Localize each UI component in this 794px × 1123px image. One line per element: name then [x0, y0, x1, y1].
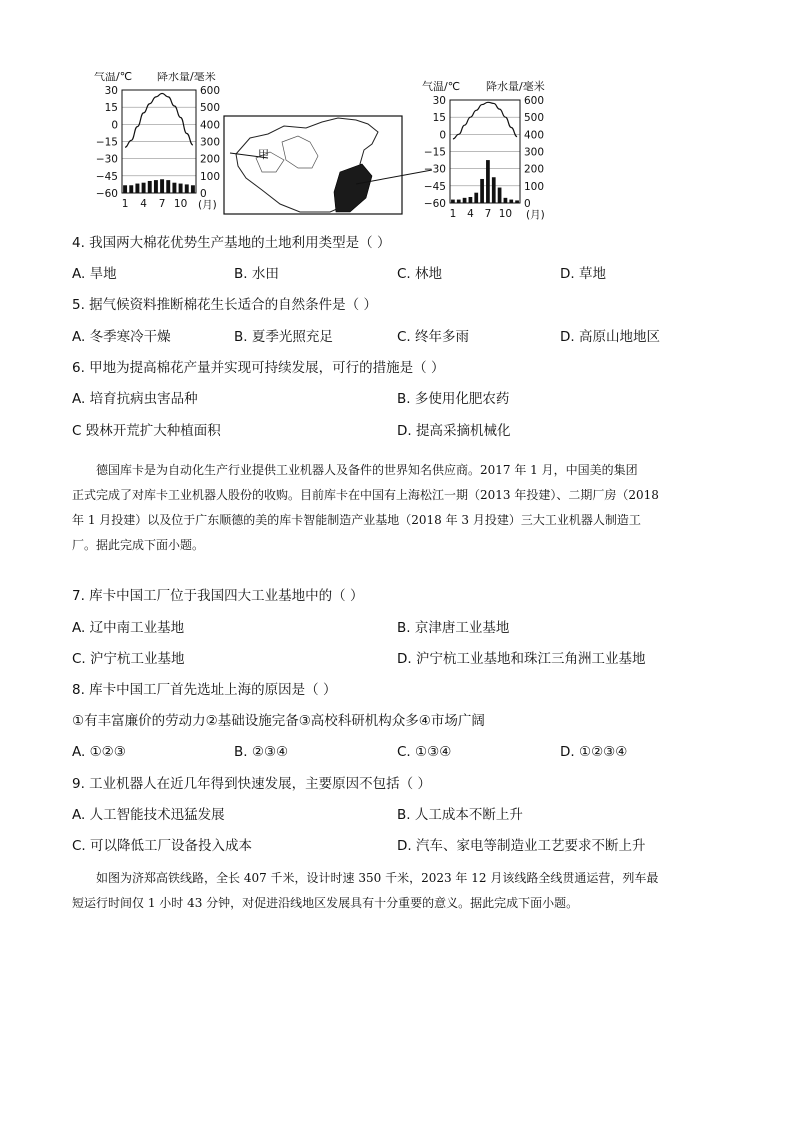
rc-precip-bar	[486, 160, 490, 203]
q9-option-d[interactable]: D. 汽车、家电等制造业工艺要求不断上升	[397, 838, 646, 854]
right-temp-title: 气温/℃	[422, 80, 461, 93]
rc-precip-bar	[457, 200, 461, 203]
lc-temp-tick: −30	[95, 153, 118, 166]
passage-line: 德国库卡是为自动化生产行业提供工业机器人及备件的世界知名供应商。2017 年 1 月，中国美的集团	[96, 463, 638, 477]
lc-precip-bar	[135, 184, 139, 193]
lc-temp-tick: −15	[95, 136, 118, 149]
rc-precip-bar	[474, 193, 478, 203]
q7-option-d[interactable]: D. 沪宁杭工业基地和珠江三角洲工业基地	[397, 651, 646, 667]
q7-stem: 7. 库卡中国工厂位于我国四大工业基地中的（ ）	[72, 588, 364, 604]
left-temp-title: 气温/℃	[94, 72, 133, 83]
climate-map-figure	[0, 72, 794, 222]
passage-line: 如图为济郑高铁线路，全长 407 千米，设计时速 350 千米，2023 年 12 月该线路全线贯通运营，列车最	[96, 871, 659, 885]
q5-option-a[interactable]: A. 冬季寒冷干燥	[72, 329, 171, 345]
lc-temp-tick: 0	[111, 119, 118, 132]
passage-line: 正式完成了对库卡工业机器人股份的收购。目前库卡在中国有上海松江一期（2013 年投建）、二期厂房（2018	[72, 488, 659, 502]
rc-precip-tick: 500	[524, 112, 545, 125]
lc-month-tick: 4	[140, 198, 147, 210]
rc-precip-bar	[451, 200, 455, 203]
lc-precip-tick: 600	[200, 85, 221, 97]
lc-precip-bar	[185, 184, 189, 193]
q9-stem: 9. 工业机器人在近几年得到快速发展，主要原因不包括（ ）	[72, 776, 431, 792]
lc-precip-bar	[129, 185, 133, 193]
passage-kuka	[72, 458, 722, 558]
q4-stem: 4. 我国两大棉花优势生产基地的土地利用类型是（ ）	[72, 235, 391, 251]
q5-option-d[interactable]: D. 高原山地地区	[560, 329, 660, 345]
q8-items: ①有丰富廉价的劳动力②基础设施完备③高校科研机构众多④市场广阔	[72, 713, 485, 729]
rc-precip-bar	[480, 179, 484, 203]
rc-precip-tick: 300	[524, 146, 545, 159]
lc-precip-bar	[160, 179, 164, 193]
rc-temp-tick: −15	[423, 146, 446, 159]
q6-option-d[interactable]: D. 提高采摘机械化	[397, 423, 511, 439]
rc-precip-tick: 400	[524, 129, 545, 142]
rc-temp-tick: −60	[423, 198, 446, 210]
passage-line: 短运行时间仅 1 小时 43 分钟，对促进沿线地区发展具有十分重要的意义。据此完成下面小题。	[72, 896, 579, 910]
rc-precip-bar	[515, 200, 519, 203]
lc-month-tick: 7	[158, 198, 166, 210]
q8-option-c[interactable]: C. ①③④	[397, 744, 452, 760]
lc-precip-tick: 300	[200, 136, 221, 149]
left-precip-title: 降水量/毫米	[157, 72, 216, 83]
rc-precip-tick: 200	[524, 163, 545, 176]
rc-precip-bar	[498, 188, 502, 203]
q6-option-b[interactable]: B. 多使用化肥农药	[397, 391, 510, 407]
left-temp-curve	[125, 93, 193, 147]
q4-option-a[interactable]: A. 旱地	[72, 266, 117, 282]
rc-temp-tick: 30	[432, 95, 446, 107]
rc-temp-tick: −45	[423, 180, 446, 193]
right-climate-chart	[422, 79, 545, 221]
q9-option-b[interactable]: B. 人工成本不断上升	[397, 807, 523, 823]
right-temp-curve	[453, 102, 517, 139]
china-map	[224, 116, 432, 214]
passage-line: 厂。据此完成下面小题。	[72, 538, 205, 552]
figure-svg	[0, 72, 794, 222]
lc-month-tick: 10	[173, 198, 188, 210]
q7-option-a[interactable]: A. 辽中南工业基地	[72, 620, 185, 636]
lc-precip-bar	[179, 184, 183, 193]
lc-month-tick: 1	[121, 198, 129, 210]
q8-option-d[interactable]: D. ①②③④	[560, 744, 628, 760]
rc-precip-tick: 0	[524, 198, 531, 210]
q6-option-c[interactable]: C 毁林开荒扩大种植面积	[72, 423, 221, 439]
q4-option-d[interactable]: D. 草地	[560, 266, 606, 282]
rc-month-tick: 7	[484, 208, 492, 220]
right-month-unit: (月)	[526, 209, 545, 221]
lc-precip-bar	[154, 180, 158, 193]
q4-option-c[interactable]: C. 林地	[397, 266, 443, 282]
q5-stem: 5. 据气候资料推断棉花生长适合的自然条件是（ ）	[72, 297, 377, 313]
lc-precip-tick: 200	[200, 153, 221, 166]
rc-precip-bar	[463, 198, 467, 203]
lc-precip-tick: 400	[200, 119, 221, 132]
q5-option-c[interactable]: C. 终年多雨	[397, 329, 470, 345]
rc-temp-tick: 0	[439, 129, 446, 142]
q8-stem: 8. 库卡中国工厂首先选址上海的原因是（ ）	[72, 682, 337, 698]
lc-temp-tick: 15	[104, 102, 118, 115]
q9-option-c[interactable]: C. 可以降低工厂设备投入成本	[72, 838, 253, 854]
rc-precip-bar	[509, 200, 513, 203]
q8-option-a[interactable]: A. ①②③	[72, 744, 126, 760]
rc-temp-tick: 15	[432, 112, 446, 125]
rc-precip-bar	[469, 197, 473, 203]
passage-railway	[72, 866, 722, 916]
left-month-unit: (月)	[198, 199, 217, 211]
lc-precip-bar	[166, 180, 170, 193]
passage-line: 年 1 月投建）以及位于广东顺德的美的库卡智能制造产业基地（2018 年 3 月投建）三大工业机器人制造工	[72, 513, 641, 527]
q8-option-b[interactable]: B. ②③④	[234, 744, 289, 760]
lc-precip-tick: 500	[200, 102, 221, 115]
lc-temp-tick: 30	[104, 85, 118, 97]
rc-month-tick: 1	[449, 208, 457, 220]
right-precip-title: 降水量/毫米	[486, 80, 545, 93]
q9-option-a[interactable]: A. 人工智能技术迅猛发展	[72, 807, 225, 823]
rc-temp-tick: −30	[423, 163, 446, 176]
left-climate-chart	[94, 72, 220, 211]
rc-month-tick: 10	[498, 208, 513, 220]
lc-precip-bar	[123, 185, 127, 193]
lc-precip-bar	[142, 183, 146, 193]
lc-precip-tick: 0	[200, 188, 207, 200]
q7-option-b[interactable]: B. 京津唐工业基地	[397, 620, 510, 636]
q6-option-a[interactable]: A. 培育抗病虫害品种	[72, 391, 198, 407]
map-label-jia: 甲	[258, 148, 269, 161]
lc-temp-tick: −60	[95, 188, 118, 200]
q6-stem: 6. 甲地为提高棉花产量并实现可持续发展，可行的措施是（ ）	[72, 360, 445, 376]
lc-precip-tick: 100	[200, 170, 221, 183]
rc-precip-bar	[504, 198, 508, 203]
rc-precip-tick: 100	[524, 180, 545, 193]
q5-option-b[interactable]: B. 夏季光照充足	[234, 329, 333, 345]
lc-precip-bar	[172, 183, 176, 193]
rc-month-tick: 4	[467, 208, 474, 220]
lc-precip-bar	[191, 185, 195, 193]
q4-option-b[interactable]: B. 水田	[234, 266, 279, 282]
lc-precip-bar	[148, 181, 152, 193]
lc-temp-tick: −45	[95, 170, 118, 183]
q7-option-c[interactable]: C. 沪宁杭工业基地	[72, 651, 185, 667]
rc-precip-tick: 600	[524, 95, 545, 107]
rc-precip-bar	[492, 177, 496, 203]
